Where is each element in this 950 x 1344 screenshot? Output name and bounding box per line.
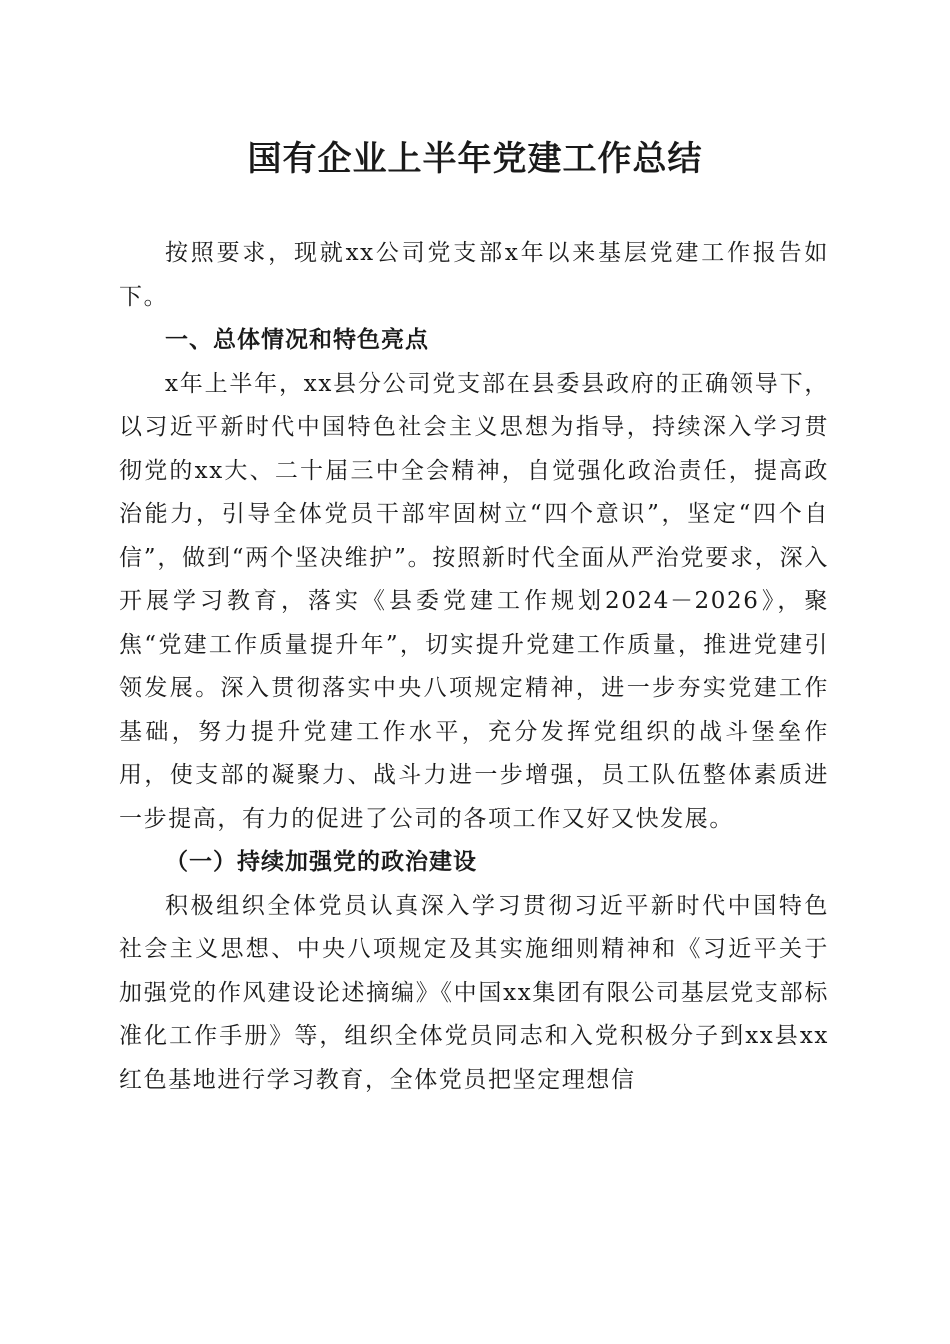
subsection-heading-political: （一）持续加强党的政治建设 — [165, 849, 477, 875]
document-title: 国有企业上半年党建工作总结 — [247, 139, 703, 179]
section-paragraph-overall: x年上半年，xx县分公司党支部在县委县政府的正确领导下，以习近平新时代中国特色社会主义思想为指导，持续深入学习贯彻党的xx大、二十届三中全会精神，自觉强化政治责任，提高政治能力，引导全体党员干部牢固树立“四个意识”，坚定“四个自信”，做到“两个坚决维护”。按照新时代全面从严治党要求，深入开展学习教育，落实《县委党建工作规划2024－2026》，聚焦“党建工作质量提升年”，切实提升党建工作质量，推进党建引领发展。深入贯彻落实中央八项规定精神，进一步夯实党建工作基础，努力提升党建工作水平，充分发挥党组织的战斗堡垒作用，使支部的凝聚力、战斗力进一步增强，员工队伍整体素质进一步提高，有力的促进了公司的各项工作又好又快发展。 — [119, 370, 829, 832]
section-heading-overall: 一、总体情况和特色亮点 — [165, 327, 429, 353]
document-body — [119, 232, 829, 1102]
intro-paragraph: 按照要求，现就xx公司党支部x年以来基层党建工作报告如下。 — [119, 240, 829, 310]
subsection-paragraph-political: 积极组织全体党员认真深入学习贯彻习近平新时代中国特色社会主义思想、中央八项规定及其实施细则精神和《习近平关于加强党的作风建设论述摘编》《中国xx集团有限公司基层党支部标准化工作手册》等，组织全体党员同志和入党积极分子到xx县xx红色基地进行学习教育，全体党员把坚定理想信 — [119, 892, 829, 1093]
